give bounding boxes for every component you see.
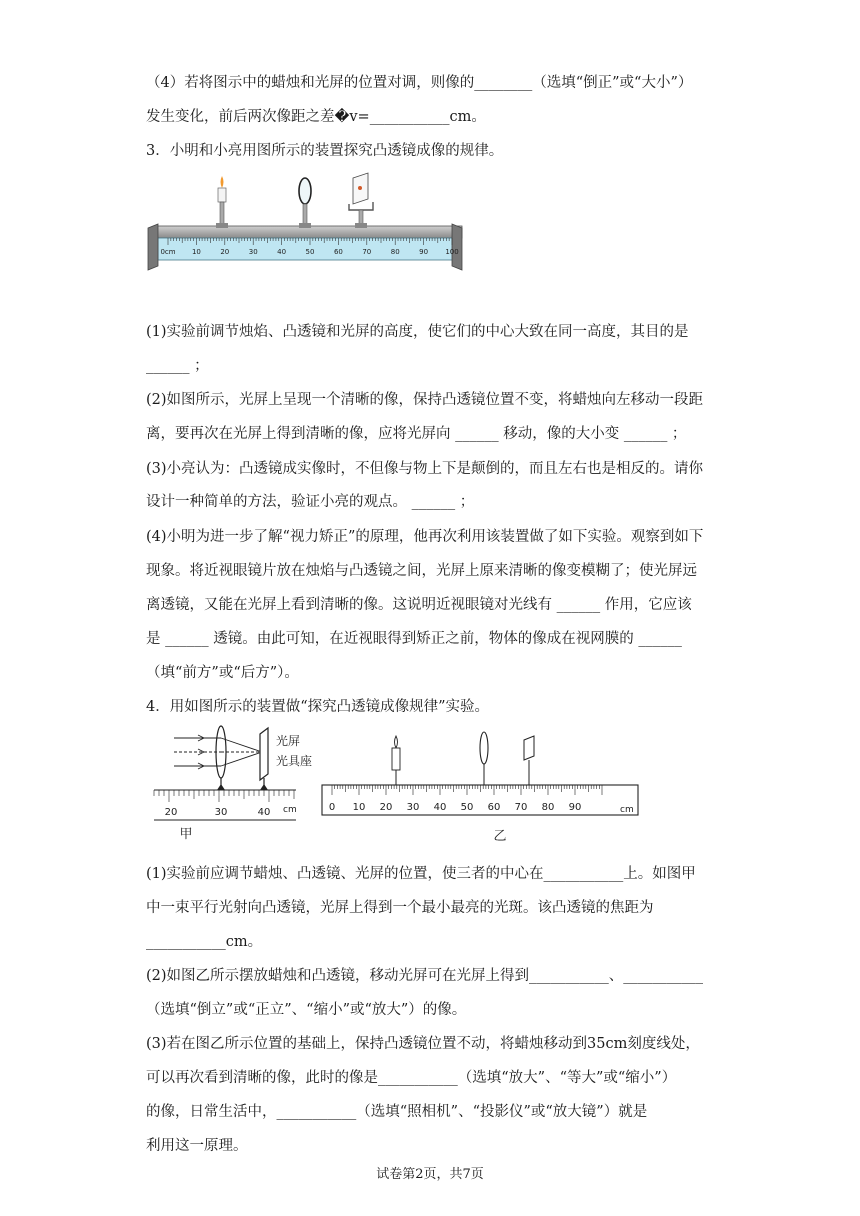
figure-jia <box>146 720 313 842</box>
optical-bench-figure <box>146 166 471 276</box>
tick-label: 30 <box>214 807 228 818</box>
text-line-4-3c: 的像，日常生活中，___________（选填“照相机”、“投影仪”或“放大镜”）就是 <box>146 1104 648 1120</box>
tick-label: 80 <box>541 802 555 813</box>
tick-label: 50 <box>460 802 474 813</box>
text-line-4-1c: ___________cm。 <box>146 934 263 950</box>
caption-jia: 甲 <box>179 827 193 842</box>
tick-label: 0 <box>328 802 336 813</box>
text-line-3-4e: （填“前方”或“后方”）。 <box>146 665 299 681</box>
tick-label: 40 <box>433 802 447 813</box>
tick-label: 0cm <box>160 248 176 256</box>
label-screen: 光屏 <box>276 734 301 748</box>
text-line-3-4c: 离透镜，又能在光屏上看到清晰的像。这说明近视眼镜对光线有 ______ 作用，它应该 <box>146 597 692 613</box>
page-footer: 试卷第2页，共7页 <box>376 1167 484 1182</box>
lens-icon <box>480 732 488 785</box>
unit-label: cm <box>620 805 634 815</box>
tick-label: 60 <box>487 802 501 813</box>
tick-label: 40 <box>277 248 287 256</box>
tick-label: 10 <box>352 802 366 813</box>
tick-label: 70 <box>514 802 528 813</box>
text-line-4-1a: (1)实验前应调节蜡烛、凸透镜、光屏的位置，使三者的中心在___________上。如图甲 <box>146 866 696 882</box>
tick-label: 90 <box>419 248 429 256</box>
tick-label: 20 <box>220 248 230 256</box>
tick-label: 100 <box>445 248 459 256</box>
unit-label: cm <box>283 805 297 815</box>
text-line-3-1a: (1)实验前调节烛焰、凸透镜和光屏的高度，使它们的中心大致在同一高度，其目的是 <box>146 324 689 340</box>
text-line-4-3d: 利用这一原理。 <box>146 1138 248 1154</box>
tick-label: 30 <box>406 802 420 813</box>
text-line-4-3a: (3)若在图乙所示位置的基础上，保持凸透镜位置不动，将蜡烛移动到35cm刻度线处， <box>146 1036 700 1052</box>
figure-yi <box>320 730 640 845</box>
tick-label: 50 <box>305 248 315 256</box>
text-line-3-4d: 是 ______ 透镜。由此可知，在近视眼得到矫正之前，物体的像成在视网膜的 ______ <box>146 631 682 647</box>
tick-label: 40 <box>257 807 271 818</box>
text-line-3-4b: 现象。将近视眼镜片放在烛焰与凸透镜之间，光屏上原来清晰的像变模糊了；使光屏远 <box>146 563 697 579</box>
text-line-3-2b: 离，要再次在光屏上得到清晰的像，应将光屏向 ______ 移动，像的大小变 ______ ； <box>146 426 687 442</box>
text-line-4-1b: 中一束平行光射向凸透镜，光屏上得到一个最小最亮的光斑。该凸透镜的焦距为 <box>146 900 654 916</box>
lens-icon <box>299 178 311 228</box>
text-line-4-2a: (2)如图乙所示摆放蜡烛和凸透镜，移动光屏可在光屏上得到___________、___________ <box>146 968 704 984</box>
screen-icon <box>524 736 534 785</box>
text-line-3-2a: (2)如图所示，光屏上呈现一个清晰的像，保持凸透镜位置不变，将蜡烛向左移动一段距 <box>146 392 704 408</box>
candle-icon <box>392 736 400 785</box>
tick-label: 60 <box>333 248 343 256</box>
question-4-title: 4．用如图所示的装置做“探究凸透镜成像规律”实验。 <box>146 699 490 715</box>
text-line-3-1b: ______ ； <box>146 358 209 374</box>
tick-label: 90 <box>568 802 582 813</box>
text-line-4-2b: （选填“倒立”或“正立”、“缩小”或“放大”）的像。 <box>146 1002 467 1018</box>
tick-label: 70 <box>362 248 372 256</box>
tick-label: 80 <box>390 248 400 256</box>
text-line-3-3b: 设计一种简单的方法，验证小亮的观点。 ______ ； <box>146 494 475 510</box>
text-line-3-4a: (4)小明为进一步了解“视力矫正”的原理，他再次利用该装置做了如下实验。观察到如下 <box>146 529 704 545</box>
text-line-2: 发生变化，前后两次像距之差�v=___________cm。 <box>146 109 486 125</box>
candle-icon <box>216 176 228 228</box>
screen-icon <box>349 173 373 228</box>
tick-label: 30 <box>248 248 258 256</box>
text-line-3-3a: (3)小亮认为：凸透镜成实像时，不但像与物上下是颠倒的，而且左右也是相反的。请你 <box>146 461 704 477</box>
question-3-title: 3．小明和小亮用图所示的装置探究凸透镜成像的规律。 <box>146 143 504 159</box>
label-holder: 光具座 <box>276 754 313 768</box>
tick-label: 10 <box>191 248 201 256</box>
text-line-1: （4）若将图示中的蜡烛和光屏的位置对调，则像的________（选填“倒正”或“大小”） <box>146 75 693 91</box>
text-line-4-3b: 可以再次看到清晰的像，此时的像是___________（选填“放大”、“等大”或“缩小”） <box>146 1070 677 1086</box>
caption-yi: 乙 <box>493 829 507 844</box>
tick-label: 20 <box>164 807 178 818</box>
tick-label: 20 <box>379 802 393 813</box>
